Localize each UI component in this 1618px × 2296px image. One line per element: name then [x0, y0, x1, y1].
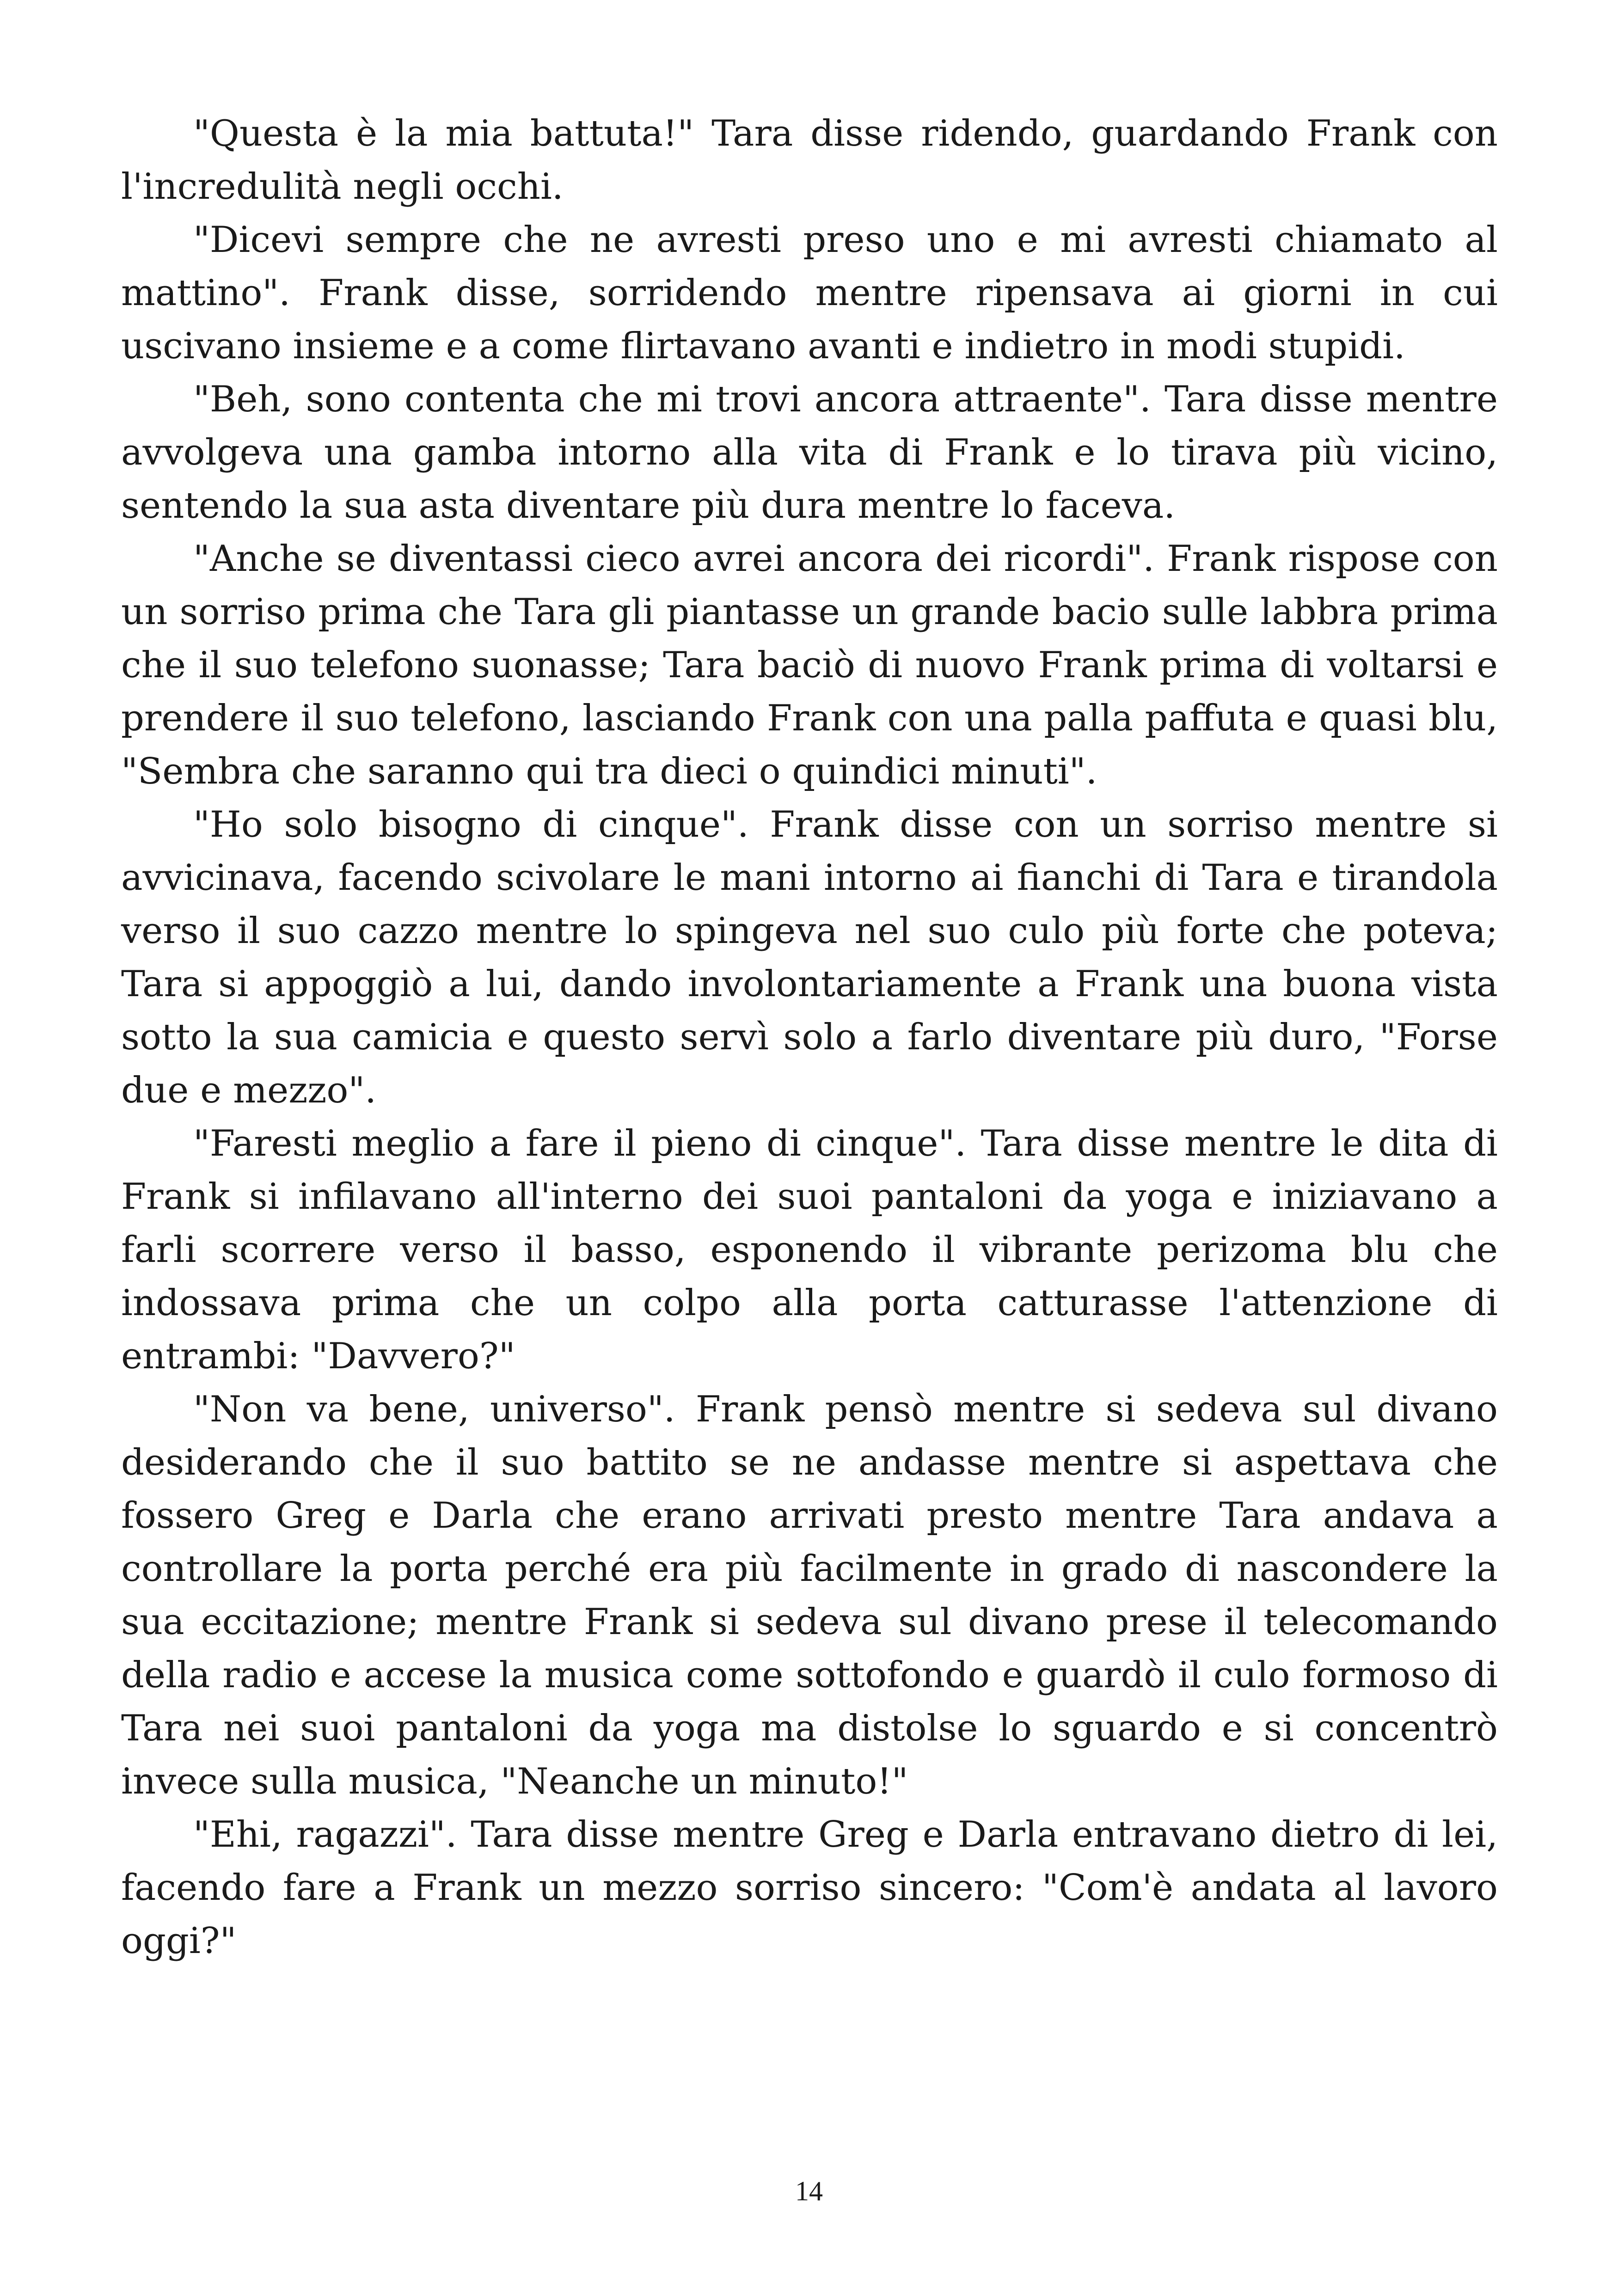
paragraph: "Non va bene, universo". Frank pensò mentre si sedeva sul divano desiderando che il suo battito se ne andasse mentre si aspettava che fossero Greg e Darla che erano arrivati presto mentre Tara andava a controllare la porta perché era più facilmente in grado di nascondere la sua eccitazione; mentre Frank si sedeva sul divano prese il telecomando della radio e accese la musica come sottofondo e guardò il culo formoso di Tara nei suoi pantaloni da yoga ma distolse lo sguardo e si concentrò invece sulla musica, "Neanche un minuto!": [121, 1389, 1498, 1802]
paragraph: "Anche se diventassi cieco avrei ancora dei ricordi". Frank rispose con un sorriso prima che Tara gli piantasse un grande bacio sulle labbra prima che il suo telefono suonasse; Tara baciò di nuovo Frank prima di voltarsi e prendere il suo telefono, lasciando Frank con una palla paffuta e quasi blu, "Sembra che saranno qui tra dieci o quindici minuti".: [121, 538, 1498, 792]
paragraph: "Ehi, ragazzi". Tara disse mentre Greg e Darla entravano dietro di lei, facendo fare a Frank un mezzo sorriso sincero: "Com'è andata al lavoro oggi?": [121, 1814, 1498, 1962]
paragraph: "Questa è la mia battuta!" Tara disse ridendo, guardando Frank con l'incredulità negli occhi.: [121, 113, 1498, 208]
page-number: 14: [795, 2176, 823, 2206]
paragraph: "Faresti meglio a fare il pieno di cinque". Tara disse mentre le dita di Frank si infilavano all'interno dei suoi pantaloni da yoga e iniziavano a farli scorrere verso il basso, esponendo il vibrante perizoma blu che indossava prima che un colpo alla porta catturasse l'attenzione di entrambi: "Davvero?": [121, 1123, 1498, 1377]
body-text: [121, 107, 1498, 1968]
paragraph: "Ho solo bisogno di cinque". Frank disse con un sorriso mentre si avvicinava, facendo scivolare le mani intorno ai fianchi di Tara e tirandola verso il suo cazzo mentre lo spingeva nel suo culo più forte che poteva; Tara si appoggiò a lui, dando involontariamente a Frank una buona vista sotto la sua camicia e questo servì solo a farlo diventare più duro, "Forse due e mezzo".: [121, 804, 1498, 1111]
paragraph: "Beh, sono contenta che mi trovi ancora attraente". Tara disse mentre avvolgeva una gamba intorno alla vita di Frank e lo tirava più vicino, sentendo la sua asta diventare più dura mentre lo faceva.: [121, 379, 1498, 527]
paragraph: "Dicevi sempre che ne avresti preso uno e mi avresti chiamato al mattino". Frank disse, sorridendo mentre ripensava ai giorni in cui uscivano insieme e a come flirtavano avanti e indietro in modi stupidi.: [121, 219, 1498, 367]
